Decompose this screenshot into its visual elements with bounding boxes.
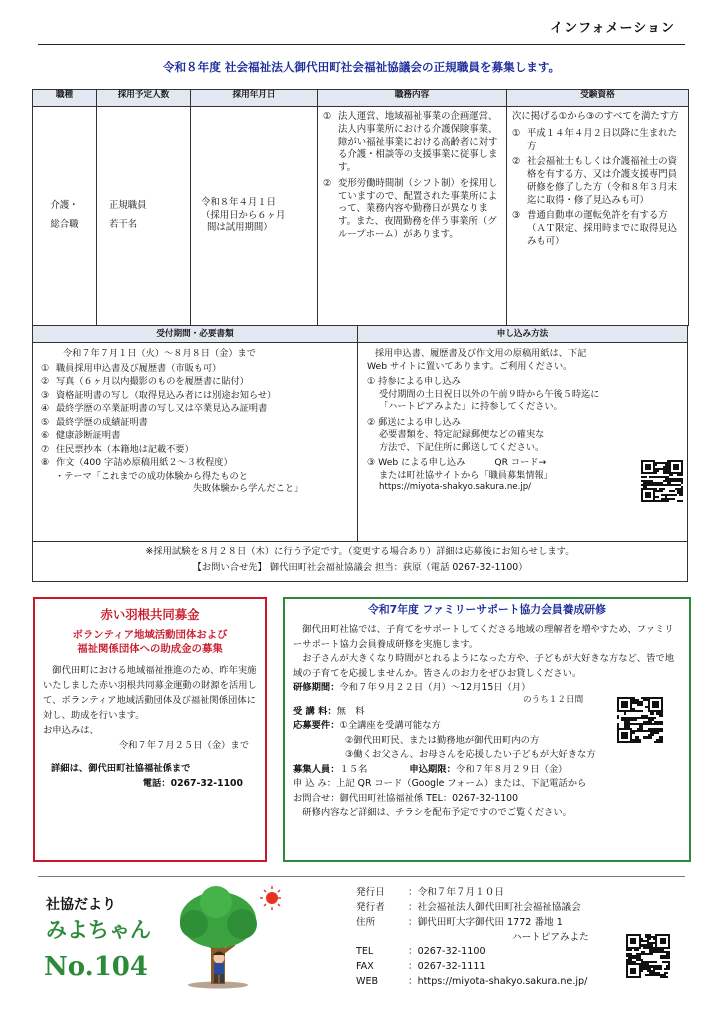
method-in-person-line1: 受付期間の土日祝日以外の午前９時から午後５時迄に — [379, 388, 600, 400]
info-row: 発行者 ：社会福祉法人御代田町社会福祉協議会 — [356, 901, 581, 913]
method-in-person-title: ① 持参による申し込み — [367, 376, 461, 388]
apply-header: 申し込み方法 — [358, 326, 687, 343]
headcount-line2: 若干名 — [109, 219, 138, 230]
qualifications-intro: 次に掲げる①から③のすべてを満たす方 — [512, 111, 679, 122]
start-date-line3: 間は試用期間） — [207, 222, 273, 234]
apply-url[interactable]: https://miyota-shakyo.sakura.ne.jp/ — [379, 482, 532, 493]
family-support-intro: 御代田町社協では、子育てをサポートしてくださる地域の理解者を増やすため、ファミリーサポート協力会員養成研修を実施します。 — [293, 624, 674, 650]
training-period: 研修期間：令和７年９月２２日（月）～12月15日（月） — [293, 682, 531, 693]
magazine-mascot-name: みよちゃん — [46, 918, 151, 942]
method-mail-line2: 方法で、下記住所に郵送してください。 — [379, 441, 545, 453]
issue-number: No.104 — [44, 952, 148, 982]
doc-item: ⑦ 住民票抄本（本籍地は記載不要） — [41, 443, 194, 455]
family-support-title: 令和7年度 ファミリーサポート協力会員養成研修 — [368, 603, 606, 616]
qualification-item: ① 平成１４年４月２日以降に生まれた方 — [512, 127, 678, 152]
docs-header: 受付期間・必要書類 — [33, 326, 357, 343]
essay-theme-line1: ・テーマ「これまでの成功体験から得たものと — [55, 470, 248, 482]
red-feather-deadline: 令和７年７月２５日（金）まで — [118, 740, 249, 752]
header-qualifications: 受験資格 — [507, 90, 689, 107]
qualifications-list — [512, 128, 683, 249]
start-date-cell — [191, 107, 318, 326]
job-type-cell — [33, 107, 97, 326]
training-count-row: 募集人員：１５名 申込期限：令和７年８月２９日（金） — [293, 763, 568, 775]
info-row: TEL ：0267-32-1100 — [356, 946, 486, 958]
doc-item: ② 写真（６ヶ月以内撮影のものを履歴書に貼付） — [41, 376, 249, 388]
recruit-table-row — [33, 107, 689, 326]
start-date-line1: 令和８年４月１日 — [201, 196, 277, 208]
recruit-table-header — [33, 90, 689, 107]
recruit-title: 令和８年度 社会福祉法人御代田町社会福祉協議会の正規職員を募集します。 — [162, 60, 561, 74]
info-row: ハートピアみよた — [512, 931, 589, 943]
docs-list — [41, 363, 353, 470]
tree-mascot-illustration — [176, 884, 282, 990]
family-support-box — [283, 597, 691, 862]
job-type-line2: 総合職 — [50, 219, 79, 230]
recruit-table — [32, 89, 689, 326]
qr-code-label: QR コード→ — [494, 457, 547, 469]
header-start-date: 採用年月日 — [191, 90, 318, 107]
method-mail-title: ② 郵送による申し込み — [367, 416, 461, 428]
info-row: 発行日 ：令和７年７月１０日 — [356, 887, 504, 898]
doc-item: ⑧ 作文（400 字詰め原稿用紙２～３枚程度） — [41, 457, 233, 469]
exam-notes — [32, 542, 688, 582]
training-requirement-2: ②御代田町民、または勤務地が御代田町内の方 — [345, 734, 540, 746]
red-feather-detail: 詳細は、御代田町社協福祉係まで — [51, 763, 191, 775]
training-requirement-3: ③働くお父さん、お母さんを応援したい子どもが大好きな方 — [345, 749, 596, 761]
qualification-item: ③ 普通自動車の運転免許を有する方（ＡＴ限定、採用時までに取得見込みも可） — [512, 210, 678, 248]
headcount-cell — [97, 107, 191, 326]
red-feather-apply-label: お申込みは、 — [43, 725, 99, 737]
training-period-days: のうち１２日間 — [523, 694, 584, 705]
duty-item: ② 変形労働時間制（シフト制）を採用していますので、配置された事業所によって、業務内容や勤務日が異なります。また、夜間勤務を伴う事業所（グループホーム）があります。 — [323, 177, 498, 241]
magazine-name: 社協だより — [46, 897, 116, 913]
method-in-person-line2: 「ハートピアみよた」に持参してください。 — [379, 401, 563, 413]
period-text: 令和７年７月１日（火）～８月８日（金）まで — [63, 348, 256, 359]
qualifications-cell — [507, 107, 689, 326]
duties-list — [323, 111, 501, 242]
footer-divider — [38, 876, 685, 877]
header-divider — [38, 44, 685, 45]
qualification-item: ② 社会福祉士もしくは介護福祉士の資格を有する方、又は介護支援専門員研修を修了した方（令和８年３月末迄に取得・修了見込みも可） — [512, 156, 678, 206]
family-support-intro2: お子さんが大きくなり時間がとれるようになった方や、子どもが大好きな方など、皆で地域の子育てを応援しませんか。皆さんのお力をぜひお貸しください。 — [293, 653, 674, 679]
start-date-line2: （採用日から６ヶ月 — [201, 209, 286, 221]
training-fee: 受 講 料：無 料 — [293, 705, 365, 717]
header-job-type: 職種 — [33, 90, 97, 107]
apply-intro-2: Web サイトに置いてあります。ご利用ください。 — [367, 360, 573, 372]
essay-theme-line2: 失敗体験から学んだこと」 — [193, 483, 304, 495]
exam-note: ※採用試験を８月２８日（木）に行う予定です。（変更する場合あり）詳細は応募後にお知らせします。 — [145, 546, 575, 557]
doc-item: ④ 最終学歴の卒業証明書の写し又は卒業見込み証明書 — [41, 403, 268, 415]
red-feather-phone: 電話：0267-32-1100 — [142, 778, 243, 790]
info-row: WEB ：https://miyota-shakyo.sakura.ne.jp/ — [356, 976, 588, 988]
job-type-line1: 介護・ — [50, 200, 79, 212]
family-support-qr-code[interactable] — [617, 697, 663, 743]
red-feather-box — [33, 597, 267, 862]
training-contact: お問合せ：御代田町社協福祉係 TEL：0267-32-1100 — [293, 792, 519, 804]
apply-qr-code[interactable] — [641, 460, 683, 502]
doc-item: ⑤ 最終学歴の成績証明書 — [41, 416, 148, 428]
method-mail-line1: 必要書類を、特定記録郵便などの確実な — [379, 429, 545, 441]
footer-qr-code[interactable] — [626, 934, 670, 978]
info-row: FAX ：0267-32-1111 — [356, 961, 486, 973]
doc-item: ③ 資格証明書の写し（取得見込み者には別途お知らせ） — [41, 389, 277, 401]
header-headcount: 採用予定人数 — [97, 90, 191, 107]
training-apply: 申 込 み：上記 QR コード（Google フォーム）または、下記電話から — [293, 778, 587, 790]
method-web-title-row — [367, 457, 685, 470]
method-web-line1: または町社協サイトから「職員募集情報」 — [379, 469, 553, 481]
doc-item: ⑥ 健康診断証明書 — [41, 430, 121, 442]
red-feather-title: 赤い羽根共同募金 — [100, 607, 200, 622]
method-web-title: ③ Web による申し込み — [367, 457, 466, 469]
column-divider — [357, 326, 358, 541]
red-feather-subtitle: ボランティア地域活動団体および 福祉関係団体への助成金の募集 — [72, 628, 228, 656]
doc-item: ① 職員採用申込書及び履歴書（市販も可） — [41, 362, 222, 374]
apply-intro-1: 採用申込書、履歴書及び作文用の原稿用紙は、下記 — [375, 348, 587, 359]
duty-item: ① 法人運営、地域福祉事業の企画運営、法人内事業所における介護保険事業、障がい福祉事業における高齢者に対する介護・相談等の支援事業に従事します。 — [323, 111, 498, 174]
apply-column — [367, 348, 685, 494]
section-title: インフォメーション — [550, 21, 675, 36]
publication-info — [356, 886, 646, 990]
training-requirements: 応募要件：①全講座を受講可能な方 — [293, 720, 441, 732]
contact-note: 【お問い合せ先】 御代田町社会福祉協議会 担当：荻原（電話 0267-32-1100） — [192, 561, 528, 573]
header-duties: 職務内容 — [318, 90, 507, 107]
duties-cell — [318, 107, 507, 326]
red-feather-body: 御代田町における地域福祉推進のため、昨年実施いたしました赤い羽根共同募金運動の財源を活用して、ボランティア地域活動団体及び福祉関係団体に対し、助成を行います。 お申込みは、 令和７年７月２５日（金）まで 詳細は、御代田町社協福祉係まで 電話：0267-32-1100 — [43, 663, 257, 791]
docs-column — [41, 348, 353, 496]
application-box — [32, 325, 688, 542]
headcount-line1: 正規職員 — [109, 200, 147, 212]
info-row: 住所 ：御代田町大字御代田 1772 番地 1 — [356, 916, 563, 928]
training-footer: 研修内容など詳細は、チラシを配布予定ですのでご覧ください。 — [302, 807, 572, 819]
